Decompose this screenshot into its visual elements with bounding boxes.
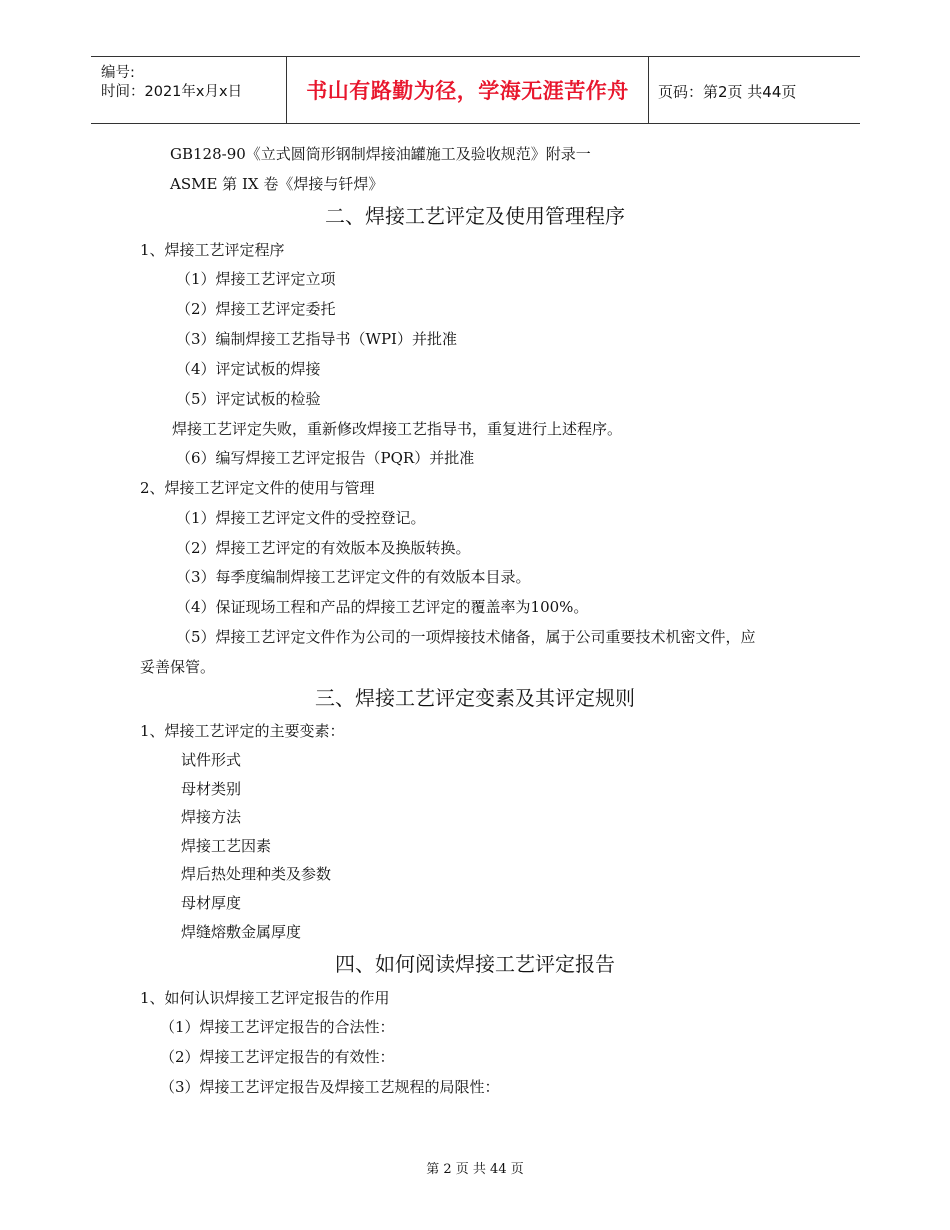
- list-item: （4）评定试板的焊接: [176, 360, 321, 378]
- list-item: （5）评定试板的检验: [176, 390, 321, 408]
- section-title: 二、焊接工艺评定及使用管理程序: [325, 204, 625, 228]
- section-title: 三、焊接工艺评定变素及其评定规则: [315, 686, 635, 710]
- time-label: 时间：2021年x月x日: [101, 84, 243, 100]
- list-item: 焊后热处理种类及参数: [181, 865, 332, 883]
- list-item: （4）保证现场工程和产品的焊接工艺评定的覆盖率为100%。: [176, 598, 589, 616]
- list-item: 母材类别: [181, 780, 242, 798]
- number-label: 编号:: [101, 65, 135, 81]
- header-meta: [91, 57, 286, 123]
- list-item: 焊缝熔敷金属厚度: [181, 923, 302, 941]
- list-item: （3）焊接工艺评定报告及焊接工艺规程的局限性：: [160, 1078, 500, 1096]
- reference-line: ASME 第 IX 卷《焊接与钎焊》: [170, 175, 384, 193]
- page-footer: 第 2 页 共 44 页: [426, 1162, 524, 1177]
- header-divider: [648, 57, 649, 123]
- list-item: （2）焊接工艺评定报告的有效性：: [160, 1048, 395, 1066]
- list-item: 母材厚度: [181, 894, 242, 912]
- header-page-label: 页码：第2页 共44页: [658, 83, 797, 101]
- list-item: （6）编写焊接工艺评定报告（PQR）并批准: [176, 449, 475, 467]
- list-item: （2）焊接工艺评定的有效版本及换版转换。: [176, 539, 471, 557]
- header-motto: 书山有路勤为径，学海无涯苦作舟: [306, 79, 629, 103]
- list-item: （5）焊接工艺评定文件作为公司的一项焊接技术储备，属于公司重要技术机密文件，应: [176, 628, 756, 646]
- section-title: 四、如何阅读焊接工艺评定报告: [335, 952, 615, 976]
- subsection-heading: 1、焊接工艺评定程序: [140, 241, 285, 259]
- list-item: （3）每季度编制焊接工艺评定文件的有效版本目录。: [176, 568, 531, 586]
- list-item: 焊接方法: [181, 808, 242, 826]
- list-item-continuation: 妥善保管。: [140, 658, 216, 676]
- list-item: （2）焊接工艺评定委托: [176, 300, 336, 318]
- list-item: 试件形式: [181, 751, 242, 769]
- subsection-heading: 2、焊接工艺评定文件的使用与管理: [140, 479, 375, 497]
- list-item: 焊接工艺因素: [181, 837, 272, 855]
- subsection-heading: 1、焊接工艺评定的主要变素：: [140, 722, 345, 740]
- paragraph: 焊接工艺评定失败，重新修改焊接工艺指导书，重复进行上述程序。: [172, 420, 623, 438]
- subsection-heading: 1、如何认识焊接工艺评定报告的作用: [140, 989, 390, 1007]
- page-header: [91, 56, 860, 124]
- list-item: （1）焊接工艺评定报告的合法性：: [160, 1018, 395, 1036]
- list-item: （1）焊接工艺评定文件的受控登记。: [176, 509, 426, 527]
- reference-line: GB128-90《立式圆筒形钢制焊接油罐施工及验收规范》附录一: [170, 145, 591, 163]
- list-item: （1）焊接工艺评定立项: [176, 270, 336, 288]
- list-item: （3）编制焊接工艺指导书（WPI）并批准: [176, 330, 457, 348]
